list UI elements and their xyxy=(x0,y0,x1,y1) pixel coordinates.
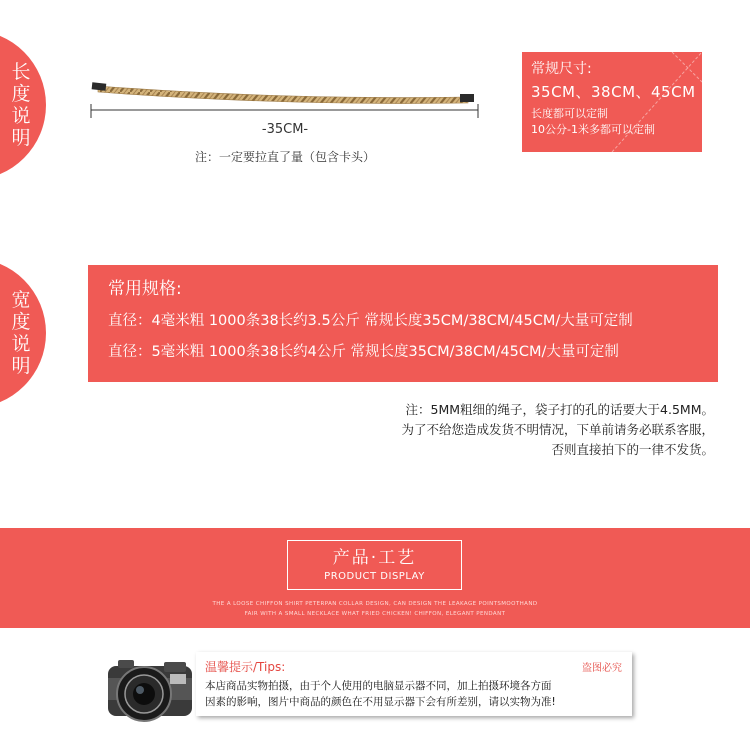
tips-line-1: 本店商品实物拍摄，由于个人使用的电脑显示器不同，加上拍摄环境各方面 xyxy=(205,680,552,692)
standard-sizes-title: 常规尺寸: xyxy=(531,61,592,77)
tips-title: 温馨提示/Tips: xyxy=(205,660,286,674)
standard-sizes-custom-note: 长度都可以定制 xyxy=(531,107,608,120)
width-section-label: 宽度说明 xyxy=(11,289,31,377)
tips-line-2: 因素的影响，图片中商品的颜色在不用显示器下会有所差别，请以实物为准! xyxy=(205,696,556,708)
note-contact-service: 为了不给您造成发货不明情况，下单前请务必联系客服， xyxy=(401,422,714,437)
common-specs-box xyxy=(88,265,718,382)
tips-card xyxy=(196,652,632,716)
product-display-banner xyxy=(0,528,750,628)
banner-title-box xyxy=(287,540,462,590)
width-section-tab xyxy=(0,258,46,408)
anti-theft-label: 盗图必究 xyxy=(582,663,622,674)
rope-measure-label: -35CM- xyxy=(261,122,309,137)
camera-icon xyxy=(104,654,196,726)
banner-decorative-text-1: THE A LOOSE CHIFFON SHIRT PETERPAN COLLAR DESIGN, CAN DESIGN THE LEAKAGE POINTSMOOTHAND xyxy=(212,601,538,607)
diagonal-stripes-decoration xyxy=(522,52,702,152)
note-hole-size: 注：5MM粗细的绳子，袋子打的孔的话要大于4.5MM。 xyxy=(405,402,714,417)
rope-image xyxy=(90,80,480,120)
banner-decorative-text-2: FAIR WITH A SMALL NECKLACE WHAT FRIED CHICKEN! CHIFFON, ELEGANT PENDANT xyxy=(244,611,506,617)
note-no-shipping: 否则直接拍下的一律不发货。 xyxy=(551,442,714,457)
common-specs-title: 常用规格: xyxy=(108,279,182,299)
banner-title-en: PRODUCT DISPLAY xyxy=(324,571,425,582)
standard-sizes-box xyxy=(522,52,702,152)
spec-row-4mm: 直径：4毫米粗 1000条38长约3.5公斤 常规长度35CM/38CM/45CM/大量可定制 xyxy=(108,313,633,329)
standard-sizes-range-note: 10公分-1米多都可以定制 xyxy=(531,123,655,136)
spec-row-5mm: 直径：5毫米粗 1000条38长约4公斤 常规长度35CM/38CM/45CM/大量可定制 xyxy=(108,344,619,360)
ordering-notes xyxy=(401,400,714,460)
banner-title-cn: 产品·工艺 xyxy=(332,548,417,568)
standard-sizes-values: 35CM、38CM、45CM xyxy=(531,83,696,101)
rope-illustration xyxy=(90,80,480,120)
length-section-tab xyxy=(0,30,46,180)
length-section-label: 长度说明 xyxy=(11,61,31,149)
rope-measure-note: 注：一定要拉直了量（包含卡头） xyxy=(194,150,375,164)
tips-body xyxy=(205,678,556,710)
